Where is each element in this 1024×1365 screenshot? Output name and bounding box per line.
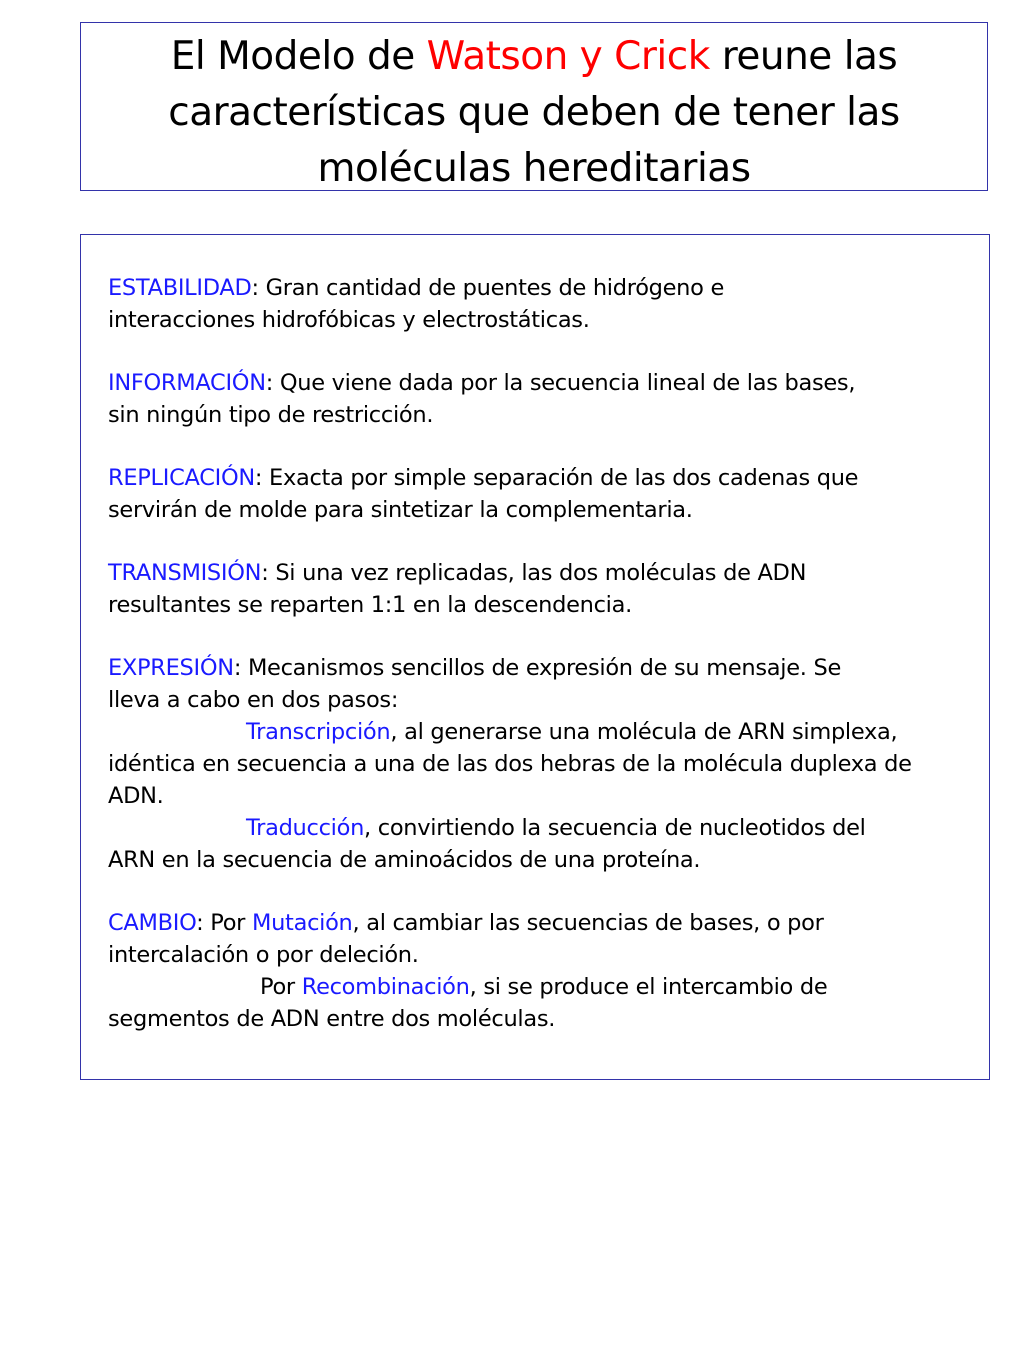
subsection-traduccion: Traducción, convirtiendo la secuencia de nucleotidos del: [246, 815, 866, 841]
subsection-recombinacion: Por Recombinación, si se produce el intercambio de: [260, 974, 828, 1000]
title-box: [80, 22, 988, 191]
content-box: [80, 234, 990, 1080]
term-recombinacion: Recombinación: [301, 974, 470, 1000]
term-expresion: EXPRESIÓN: [108, 655, 234, 681]
subsection-transcripcion: Transcripción, al generarse una molécula de ARN simplexa,: [246, 719, 898, 745]
term-informacion: INFORMACIÓN: [108, 370, 266, 396]
term-mutacion: Mutación: [251, 910, 353, 936]
term-replicacion: REPLICACIÓN: [108, 465, 255, 491]
title-line-1: El Modelo de Watson y Crick reune las: [170, 34, 898, 79]
term-transmision: TRANSMISIÓN: [108, 560, 262, 586]
title-line-3: moléculas hereditarias: [317, 146, 751, 191]
title-highlight: Watson y Crick: [426, 34, 710, 79]
section-replicacion: REPLICACIÓN: Exacta por simple separación de las dos cadenas que servirán de molde para sintetizar la complementaria.: [108, 465, 859, 523]
term-cambio: CAMBIO: [108, 910, 197, 936]
term-estabilidad: ESTABILIDAD: [108, 275, 252, 301]
section-transmision: TRANSMISIÓN: Si una vez replicadas, las dos moléculas de ADN resultantes se reparten 1:1 en la descendencia.: [108, 560, 807, 618]
section-expresion: EXPRESIÓN: Mecanismos sencillos de expresión de su mensaje. Se lleva a cabo en dos pasos: Transcripción, al generarse una molécula de ARN simplexa, idéntica en secuencia a una de las dos hebras de la molécula duplexa de ADN. Traducción, convirtiendo la secuencia de nucleotidos del ARN en la secuencia de aminoácidos de una proteína.: [108, 652, 988, 876]
content-body: [108, 272, 988, 1066]
section-cambio: CAMBIO: Por Mutación, al cambiar las secuencias de bases, o por intercalación o por deleción. Por Recombinación, si se produce el intercambio de segmentos de ADN entre dos moléculas.: [108, 907, 988, 1035]
term-transcripcion: Transcripción: [246, 719, 391, 745]
page-title: [91, 29, 977, 197]
title-line-2: características que deben de tener las: [168, 90, 900, 135]
section-estabilidad: ESTABILIDAD: Gran cantidad de puentes de hidrógeno e interacciones hidrofóbicas y electrostáticas.: [108, 275, 725, 333]
term-traduccion: Traducción: [246, 815, 365, 841]
section-informacion: INFORMACIÓN: Que viene dada por la secuencia lineal de las bases, sin ningún tipo de restricción.: [108, 370, 856, 428]
